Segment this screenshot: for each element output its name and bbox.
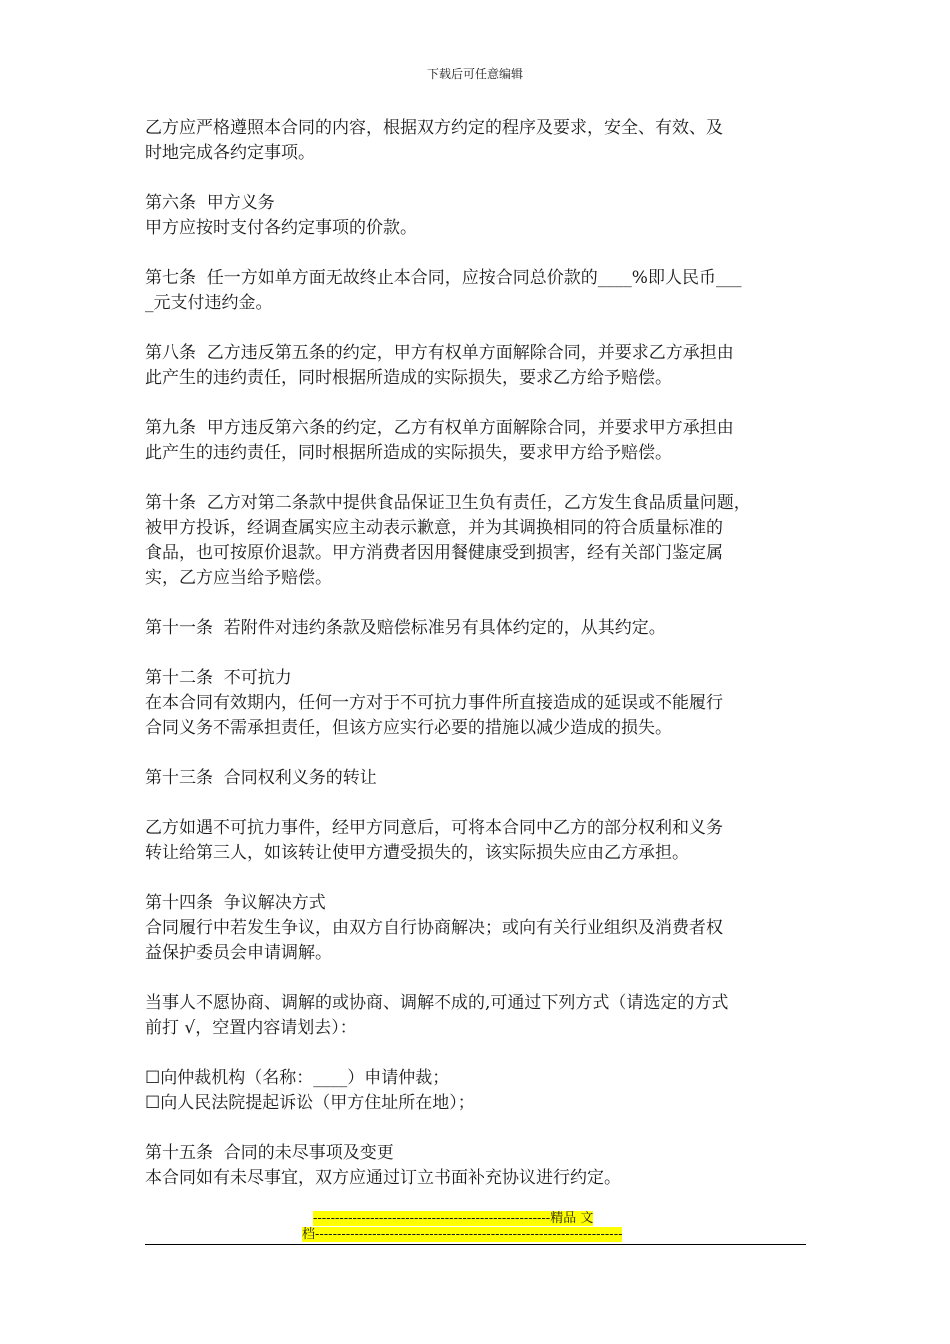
arbitration-option: ☐向仲裁机构（名称：____）申请仲裁； bbox=[145, 1068, 450, 1088]
article-8 bbox=[145, 341, 810, 391]
text-line: 甲方应按时支付各约定事项的价款。 bbox=[145, 218, 417, 238]
text-line: 在本合同有效期内，任何一方对于不可抗力事件所直接造成的延误或不能履行 bbox=[145, 693, 723, 713]
article-6 bbox=[145, 191, 810, 241]
text-line: 本合同如有未尽事宜，双方应通过订立书面补充协议进行约定。 bbox=[145, 1168, 621, 1188]
article-heading: 第十二条 不可抗力 bbox=[145, 668, 292, 688]
text-line: 乙方应严格遵照本合同的内容，根据双方约定的程序及要求，安全、有效、及 bbox=[145, 118, 723, 138]
text-line: 合同义务不需承担责任，但该方应实行必要的措施以减少造成的损失。 bbox=[145, 718, 672, 738]
article-10 bbox=[145, 491, 810, 591]
article-heading: 第十五条 合同的未尽事项及变更 bbox=[145, 1143, 394, 1163]
footer-banner-line: ------------------------------------------------------精品 文 bbox=[313, 1211, 594, 1226]
litigation-option: ☐向人民法院提起诉讼（甲方住址所在地）； bbox=[145, 1093, 475, 1113]
footer-divider bbox=[145, 1244, 806, 1245]
text-line: 第十一条 若附件对违约条款及赔偿标准另有具体约定的，从其约定。 bbox=[145, 618, 666, 638]
footer-banner bbox=[302, 1211, 650, 1243]
text-line: 时地完成各约定事项。 bbox=[145, 143, 315, 163]
text-line: 被甲方投诉，经调查属实应主动表示歉意，并为其调换相同的符合质量标准的 bbox=[145, 518, 723, 538]
text-line: 转让给第三人，如该转让使甲方遭受损失的，该实际损失应由乙方承担。 bbox=[145, 843, 689, 863]
article-heading: 第六条 甲方义务 bbox=[145, 193, 275, 213]
text-line: 实，乙方应当给予赔偿。 bbox=[145, 568, 332, 588]
text-line: 前打 √，空置内容请划去）： bbox=[145, 1018, 357, 1038]
dispute-options bbox=[145, 1066, 810, 1116]
text-line: 第八条 乙方违反第五条的约定，甲方有权单方面解除合同，并要求乙方承担由 bbox=[145, 343, 734, 363]
article-9 bbox=[145, 416, 810, 466]
header-note: 下载后可任意编辑 bbox=[426, 67, 523, 81]
text-line: 益保护委员会申请调解。 bbox=[145, 943, 332, 963]
dispute-options-intro bbox=[145, 991, 810, 1041]
text-line: _元支付违约金。 bbox=[145, 293, 273, 313]
article-12 bbox=[145, 666, 810, 741]
article-7 bbox=[145, 266, 810, 316]
text-line: 此产生的违约责任，同时根据所造成的实际损失，要求甲方给予赔偿。 bbox=[145, 443, 672, 463]
article-13-heading bbox=[145, 766, 810, 791]
article-11 bbox=[145, 616, 810, 641]
article-heading: 第十四条 争议解决方式 bbox=[145, 893, 326, 913]
text-line: 乙方如遇不可抗力事件，经甲方同意后，可将本合同中乙方的部分权利和义务 bbox=[145, 818, 723, 838]
article-14 bbox=[145, 891, 810, 966]
article-15 bbox=[145, 1141, 810, 1191]
text-line: 合同履行中若发生争议，由双方自行协商解决；或向有关行业组织及消费者权 bbox=[145, 918, 723, 938]
article-13-body bbox=[145, 816, 810, 866]
footer-banner-line: 档---------------------------------------------------------------------- bbox=[302, 1227, 623, 1242]
article-heading: 第十三条 合同权利义务的转让 bbox=[145, 768, 377, 788]
document-body bbox=[145, 116, 810, 1216]
text-line: 第十条 乙方对第二条款中提供食品保证卫生负有责任，乙方发生食品质量问题， bbox=[145, 493, 751, 513]
text-line: 第九条 甲方违反第六条的约定，乙方有权单方面解除合同，并要求甲方承担由 bbox=[145, 418, 734, 438]
text-line: 第七条 任一方如单方面无故终止本合同，应按合同总价款的____%即人民币___ bbox=[145, 268, 742, 288]
text-line: 食品，也可按原价退款。甲方消费者因用餐健康受到损害，经有关部门鉴定属 bbox=[145, 543, 723, 563]
text-line: 此产生的违约责任，同时根据所造成的实际损失，要求乙方给予赔偿。 bbox=[145, 368, 672, 388]
text-line: 当事人不愿协商、调解的或协商、调解不成的,可通过下列方式（请选定的方式 bbox=[145, 993, 729, 1013]
paragraph-obligation-b bbox=[145, 116, 810, 166]
